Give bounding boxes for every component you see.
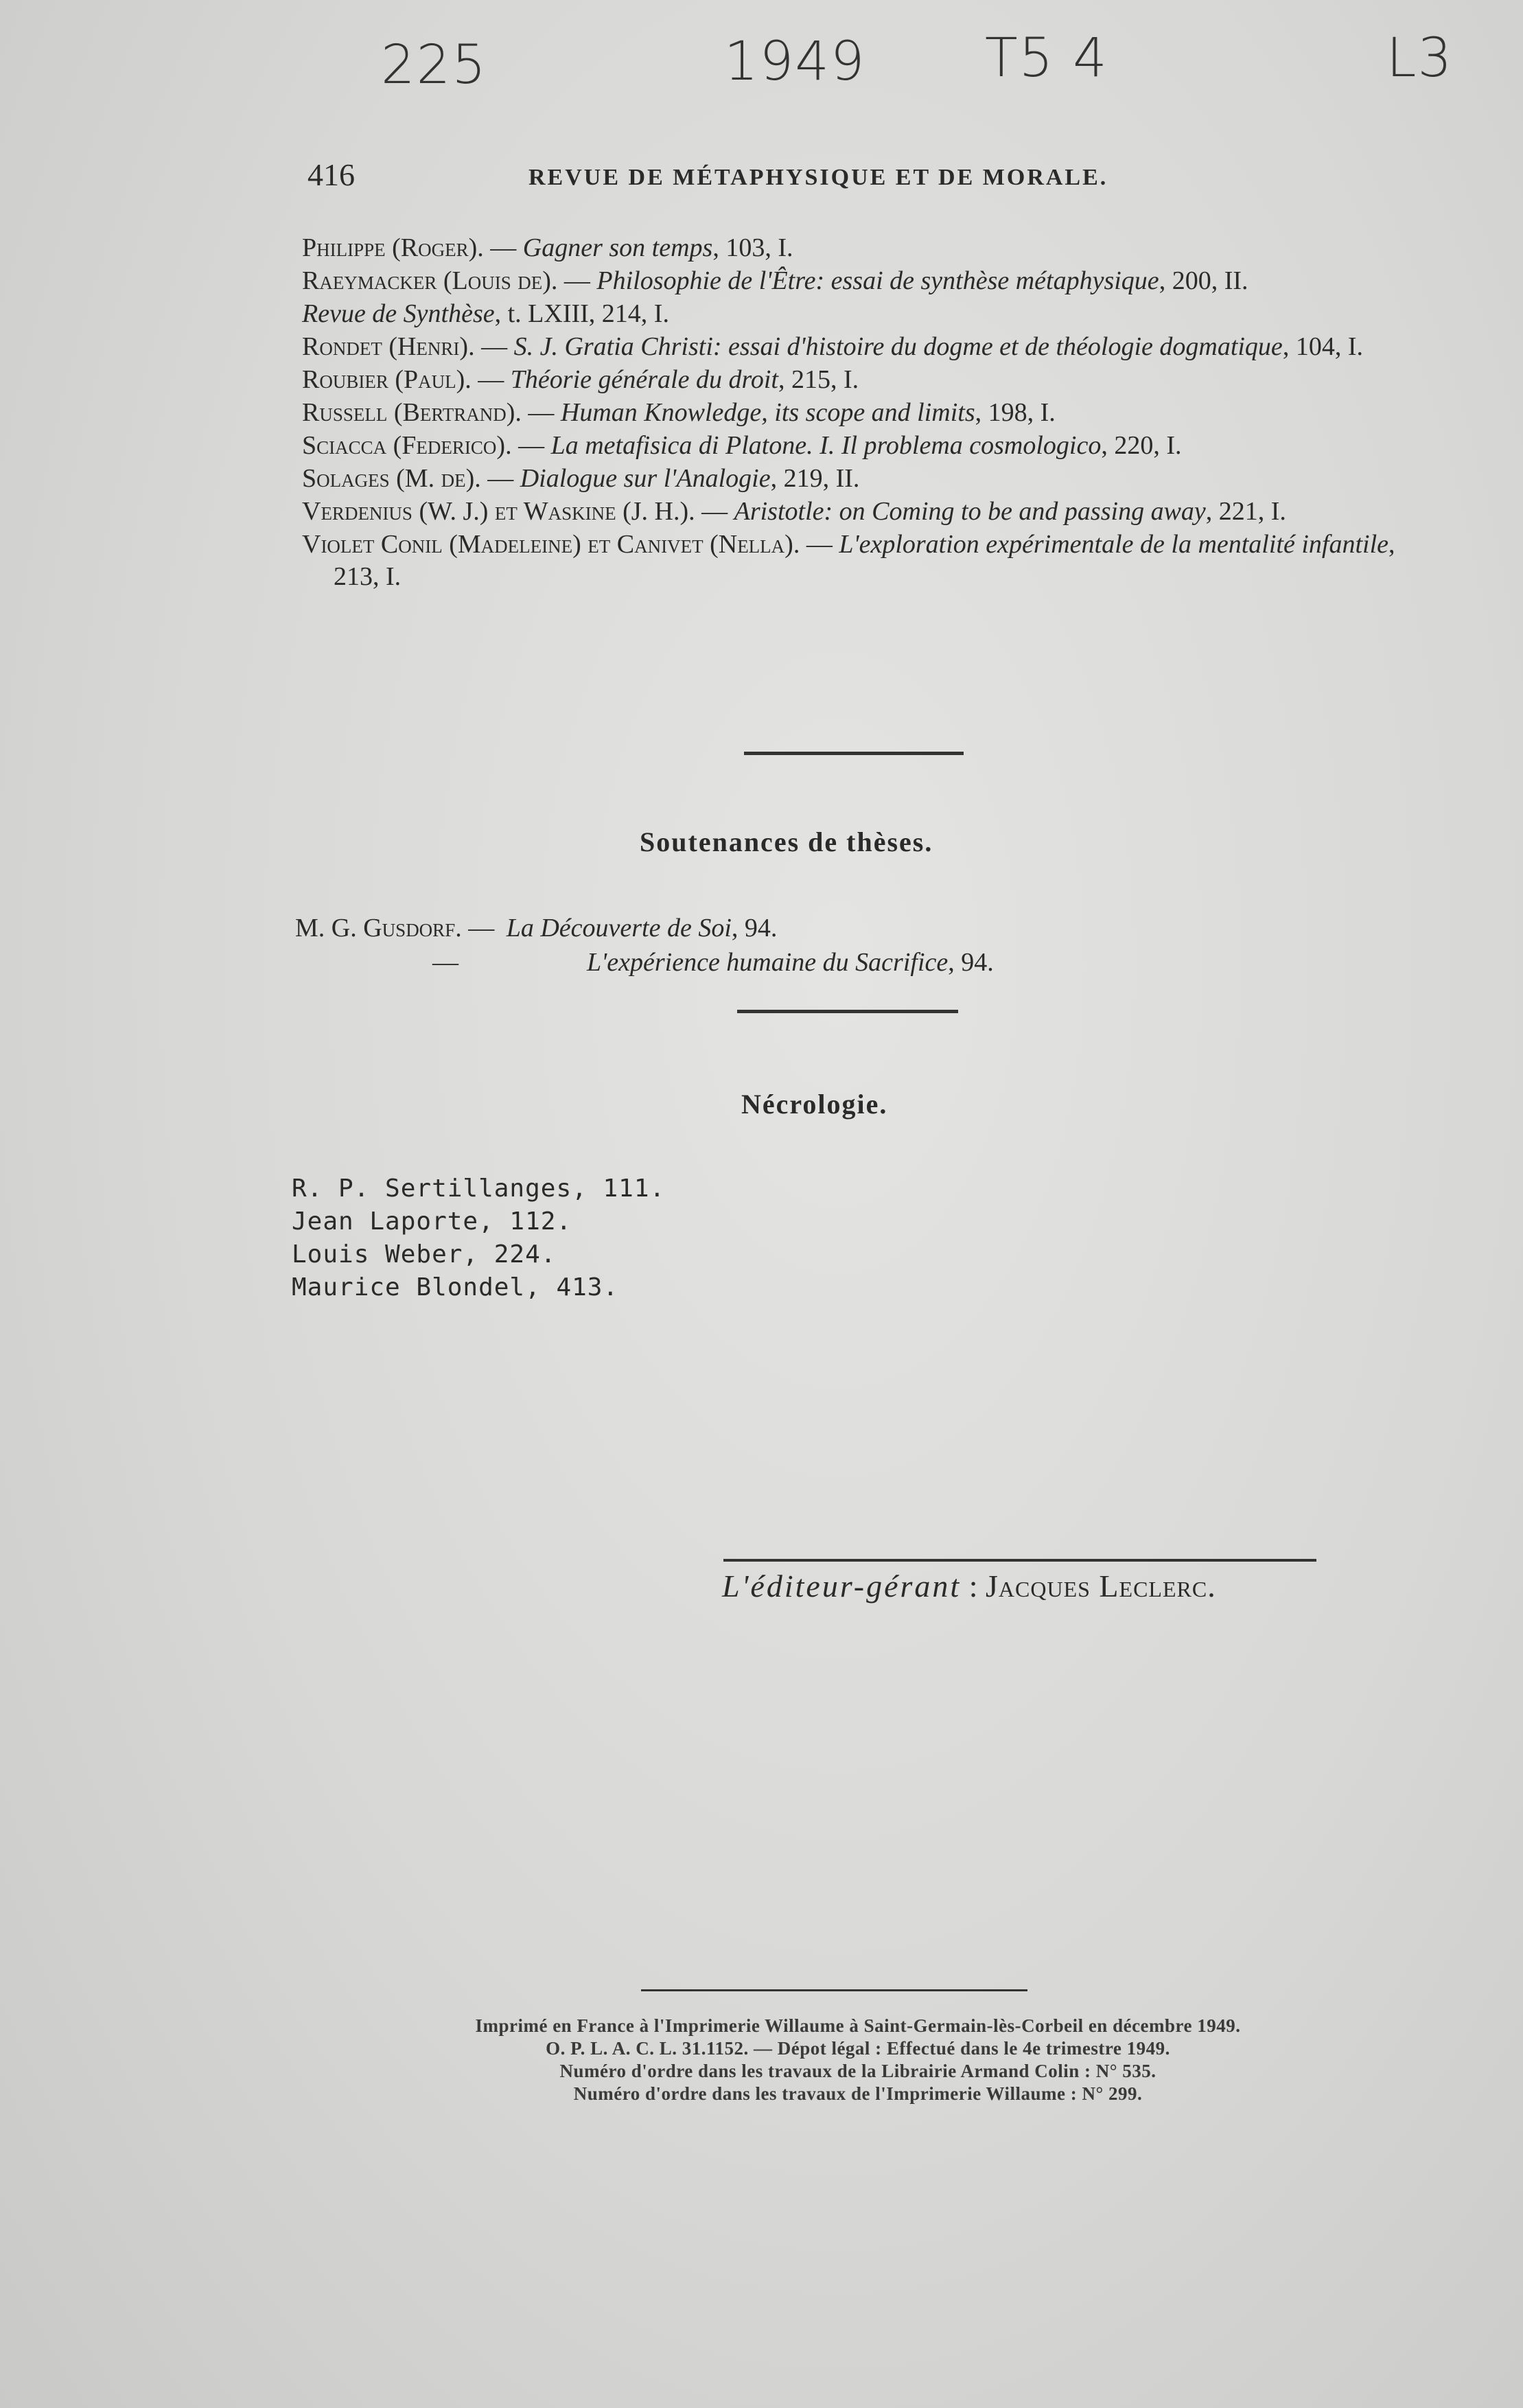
section-divider [744,752,964,755]
page-number: 416 [307,157,355,192]
journal-title: REVUE DE MÉTAPHYSIQUE ET DE MORALE. [528,165,1108,190]
handwritten-note: L3 [1386,27,1454,89]
section-divider [737,1010,958,1013]
editor-name: Jacques Leclerc. [986,1568,1216,1604]
necrology-item: R. P. Sertillanges, 111. [292,1174,666,1203]
handwritten-note: 225 [381,34,487,96]
bibliography-list [302,232,1414,594]
thesis-title: La Découverte de Soi [506,914,732,942]
bibliography-entry: Solages (M. de). — Dialogue sur l'Analogie, 219, II. [302,464,860,493]
bibliography-entry: Raeymacker (Louis de). — Philosophie de l'Être: essai de synthèse métaphysique, 200, II. [302,266,1248,295]
editor-signature: L'éditeur-gérant : Jacques Leclerc. [722,1568,1216,1604]
bibliography-entry: Verdenius (W. J.) et Waskine (J. H.). — Aristotle: on Coming to be and passing away, 221, I. [302,497,1286,526]
bibliography-entry: Rondet (Henri). — S. J. Gratia Christi: essai d'histoire du dogme et de théologie dogmatique, 104, I. [302,332,1363,361]
handwritten-note: 1949 [724,31,866,93]
imprint-line: Numéro d'ordre dans les travaux de la Librairie Armand Colin : N° 535. [559,2061,1156,2081]
imprint-rule [641,1989,1027,1991]
ditto-dash: — [432,948,458,977]
necrology-list [292,1172,665,1304]
document-page: 225 1949 T5 4 L3 416 REVUE DE MÉTAPHYSIQUE ET DE MORALE. Philippe (Roger). — Gagner son temps, 103, I. Raeymacker (Louis de). — Philosophie de l'Être: essai de synthèse métaphysique, 200, II. Revue de Synthèse, t. LXIII, 214, I. Rondet (Henri). — S. J. Gratia Christi: essai d'histoire du dogme et de théologie dogmatique, 104, I. Roubier (Paul). — Théorie générale du droit, 215, I. Russell (Bertrand). — Human Knowledge, its scope and limits, 198, I. Sciacca (Federico). — La metafisica di Platone. I. Il problema cosmologico, 220, I. Solages (M. de). — Dialogue sur l'Analogie, 219, II. Verdenius (W. J.) et Waskine (J. H.). — Aristotle: on Coming to be and passing away, 221, I. Violet Conil (Madeleine) et Canivet (Nella). — L'exploration expérimentale de la mentalité infantile, 213, I. Soutenances de thèses. M. G. Gusdorf. — La Découverte de Soi, 94. — L'expérience humaine du Sacrifice, 94. Nécrologie. R. P. Sertillanges, 111. Jean Laporte, 112. Louis Weber, 224. Maurice Blondel, 413. L'éditeur-gérant : Jacques Leclerc. Imprimé en France à l'Imprimerie Willaume à Saint-Germain-lès-Corbeil en décembre 1949. O. P. L. A. C. L. 31.1152. — Dépot légal : Effectué dans le 4e trimestre 1949. Numéro d'ordre dans les travaux de la Librairie Armand Colin : N° 535. Numéro d'ordre dans les travaux de l'Imprimerie Willaume : N° 299. [0,0,1523,2408]
section-heading-necrologie: Nécrologie. [741,1089,888,1120]
signature-rule [723,1559,1316,1562]
imprint-line: Imprimé en France à l'Imprimerie Willaume à Saint-Germain-lès-Corbeil en décembre 1949. [475,2015,1241,2036]
handwritten-note: T5 4 [985,27,1108,89]
section-heading-soutenances: Soutenances de thèses. [640,826,933,857]
thesis-author: M. G. Gusdorf. [295,914,462,942]
editor-label: L'éditeur-gérant [722,1568,962,1604]
necrology-item: Louis Weber, 224. [292,1240,557,1269]
bibliography-entry: Sciacca (Federico). — La metafisica di Platone. I. Il problema cosmologico, 220, I. [302,431,1182,460]
imprint-line: Numéro d'ordre dans les travaux de l'Imprimerie Willaume : N° 299. [573,2083,1143,2104]
bibliography-entry: Roubier (Paul). — Théorie générale du droit, 215, I. [302,365,859,394]
thesis-entry: M. G. Gusdorf. — La Découverte de Soi, 94. [295,914,778,942]
bibliography-entry: Philippe (Roger). — Gagner son temps, 103, I. [302,233,793,262]
running-head [307,157,1172,198]
printer-imprint [323,2015,1393,2105]
imprint-line: O. P. L. A. C. L. 31.1152. — Dépot légal : Effectué dans le 4e trimestre 1949. [546,2038,1170,2059]
necrology-item: Maurice Blondel, 413. [292,1273,619,1301]
bibliography-entry: Russell (Bertrand). — Human Knowledge, its scope and limits, 198, I. [302,398,1056,427]
bibliography-entry: Violet Conil (Madeleine) et Canivet (Nella). — L'exploration expérimentale de la mentalité infantile, 213, I. [302,530,1395,591]
necrology-item: Jean Laporte, 112. [292,1207,572,1236]
bibliography-entry: Revue de Synthèse, t. LXIII, 214, I. [302,299,669,328]
thesis-title: L'expérience humaine du Sacrifice [587,948,949,977]
